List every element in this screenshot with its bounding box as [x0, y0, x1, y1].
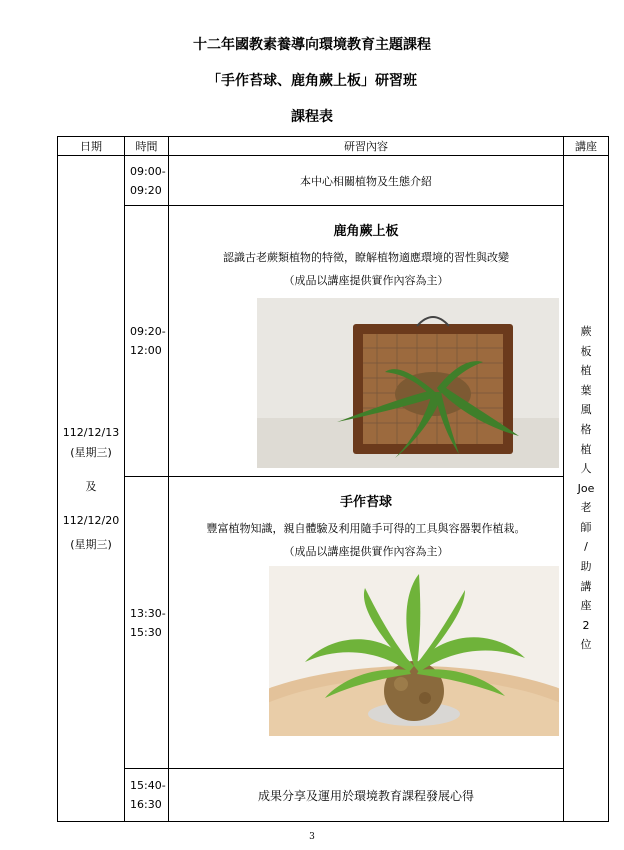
session-content — [169, 477, 564, 769]
date-conjunction: 及 — [85, 479, 97, 493]
speaker-char: / — [584, 540, 588, 554]
speaker-char: 人 — [580, 462, 592, 476]
column-header-date: 日期 — [58, 137, 125, 156]
speaker-char: 板 — [580, 344, 592, 358]
speaker-char: 老 — [580, 501, 592, 515]
time-start: 09:20- — [130, 325, 166, 338]
table-row — [58, 156, 609, 206]
speaker-char: 植 — [580, 364, 592, 378]
date-second: 112/12/20 — [62, 513, 120, 527]
workshop-title: 「手作苔球、鹿角蕨上板」研習班 — [207, 73, 417, 89]
speaker-char: 師 — [580, 520, 592, 534]
speaker-char: 2 — [582, 618, 590, 632]
time-cell — [125, 156, 169, 206]
session-description: 認識古老蕨類植物的特徵，瞭解植物適應環境的習性與改變 — [223, 251, 509, 264]
column-header-speaker: 講座 — [564, 137, 609, 156]
session-description: 豐富植物知識，親自體驗及利用隨手可得的工具與容器製作植栽。 — [206, 522, 526, 535]
time-end: 09:20 — [130, 183, 162, 197]
time-start: 09:00- — [130, 164, 166, 178]
speaker-char: 座 — [580, 599, 592, 613]
time-end: 16:30 — [130, 798, 162, 811]
moss-ball-photo — [269, 566, 559, 736]
table-header-row — [58, 137, 609, 156]
session-content: 本中心相關植物及生態介紹 — [169, 156, 564, 206]
staghorn-fern-photo — [257, 298, 559, 468]
time-end: 12:00 — [130, 344, 162, 357]
table-row — [58, 206, 609, 477]
session-note: （成品以講座提供實作內容為主） — [283, 274, 449, 287]
table-row — [58, 769, 609, 822]
session-content: 成果分享及運用於環境教育課程發展心得 — [169, 769, 564, 822]
time-start: 13:30- — [130, 606, 166, 620]
time-end: 15:30 — [130, 625, 162, 639]
time-start: 15:40- — [130, 779, 166, 792]
speaker-char: 助 — [580, 560, 592, 574]
speaker-char: 風 — [580, 403, 592, 417]
speaker-char: 蕨 — [580, 324, 592, 338]
session-heading: 鹿角蕨上板 — [333, 224, 399, 239]
course-series-title: 十二年國教素養導向環境教育主題課程 — [193, 37, 431, 53]
time-cell — [125, 477, 169, 769]
speaker-char: 講 — [580, 579, 592, 593]
page-number: 3 — [309, 832, 315, 842]
speaker-char: 位 — [580, 638, 592, 652]
date-first: 112/12/13 — [62, 425, 120, 439]
speaker-cell — [564, 156, 609, 822]
session-content — [169, 206, 564, 477]
column-header-time: 時間 — [125, 137, 169, 156]
time-cell — [125, 206, 169, 477]
table-row — [58, 477, 609, 769]
speaker-char: 葉 — [580, 383, 592, 397]
weekday-second: (星期三) — [70, 537, 112, 551]
weekday-first: (星期三) — [70, 445, 112, 459]
column-header-content: 研習內容 — [169, 137, 564, 156]
speaker-char: 格 — [580, 422, 592, 436]
speaker-char: 植 — [580, 442, 592, 456]
date-cell — [58, 156, 125, 822]
time-cell — [125, 769, 169, 822]
schedule-table — [57, 136, 609, 822]
session-note: （成品以講座提供實作內容為主） — [283, 545, 449, 558]
schedule-title: 課程表 — [291, 109, 333, 125]
session-heading: 手作苔球 — [339, 495, 392, 510]
speaker-char: Joe — [577, 481, 595, 495]
